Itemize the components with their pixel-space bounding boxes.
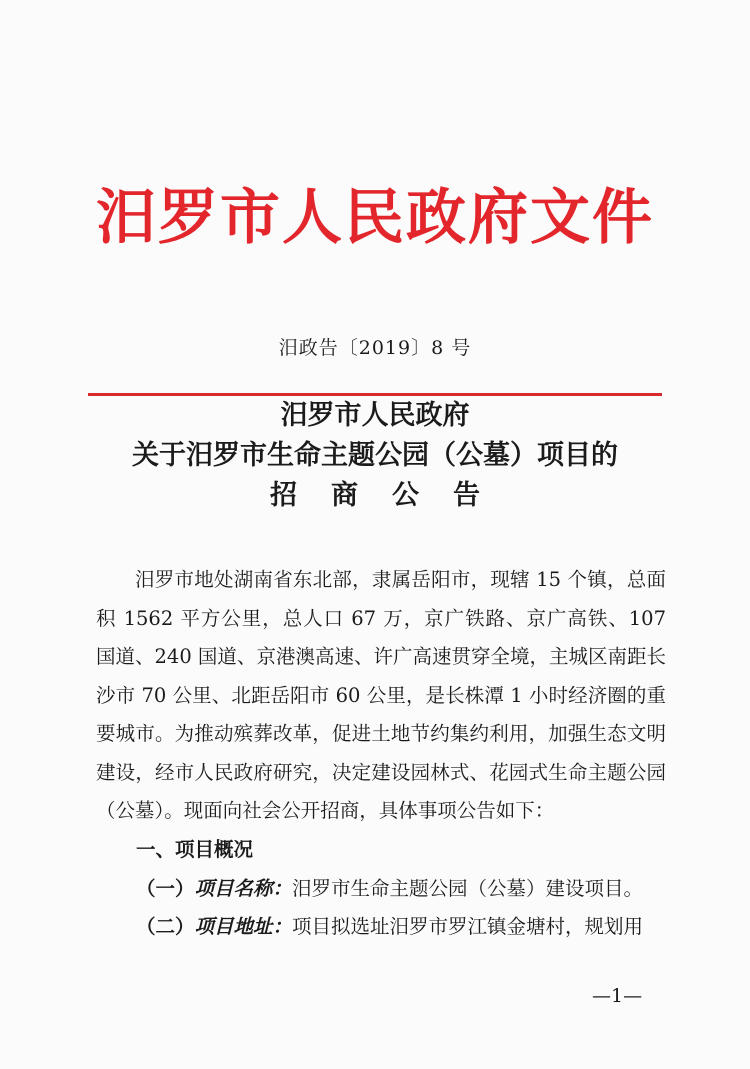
document-masthead: 汨罗市人民政府文件 bbox=[96, 183, 654, 253]
intro-paragraph: 汨罗市地处湖南省东北部，隶属岳阳市，现辖 15 个镇，总面积 1562 平方公里，总人口 67 万，京广铁路、京广高铁、107 国道、240 国道、京港澳高速、许广高速贯穿全境，主城区南距长沙市 70 公里、北距岳阳市 60 公里，是长株潭 1 小时经济圈的重要城市。为推动殡葬改革，促进土地节约集约利用，加强生态文明建设，经市人民政府研究，决定建设园林式、花园式生命主题公园（公墓）。现面向社会公开招商，具体事项公告如下： bbox=[96, 568, 666, 822]
section-heading-project-overview: 一、项目概况 bbox=[136, 838, 254, 861]
title-line-2: 关于汨罗市生命主题公园（公墓）项目的 bbox=[132, 440, 618, 471]
notice-title bbox=[0, 396, 750, 516]
page-number: —1— bbox=[592, 985, 643, 1007]
item-prefix: （二） bbox=[136, 915, 195, 938]
item-label: 项目地址： bbox=[194, 915, 293, 938]
title-line-3: 招商公告 bbox=[270, 480, 514, 511]
item-text: 汨罗市生命主题公园（公墓）建设项目。 bbox=[292, 877, 644, 900]
item-label: 项目名称： bbox=[194, 877, 293, 900]
document-number: 汨政告〔2019〕8 号 bbox=[278, 337, 472, 359]
item-prefix: （一） bbox=[136, 877, 195, 900]
title-line-1: 汨罗市人民政府 bbox=[280, 400, 470, 431]
item-text: 项目拟选址汨罗市罗江镇金塘村，规划用 bbox=[292, 915, 644, 938]
project-address-item bbox=[136, 911, 643, 939]
project-name-item bbox=[136, 873, 643, 901]
